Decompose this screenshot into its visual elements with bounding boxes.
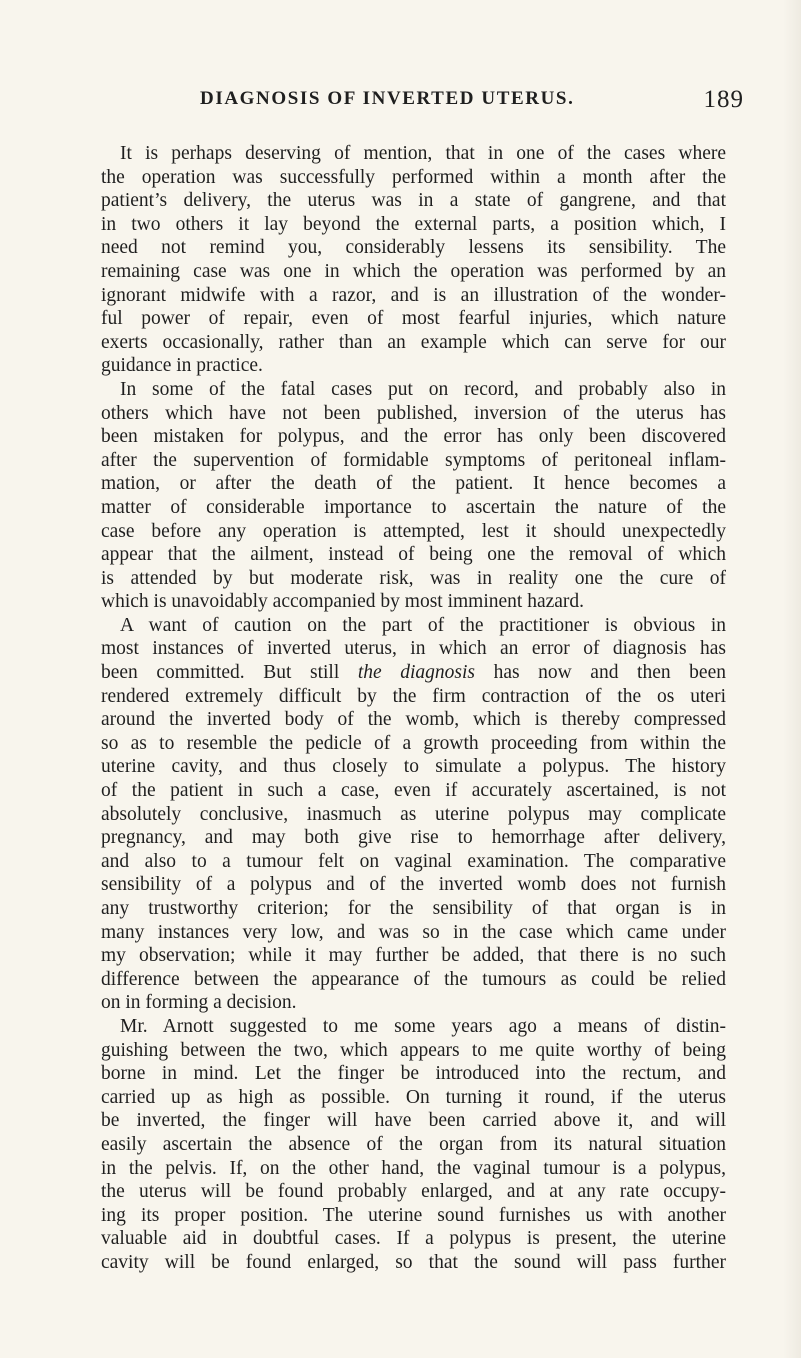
text-line: around the inverted body of the womb, which is thereby compressed [101,709,726,731]
text-line: pregnancy, and may both give rise to hemorrhage after delivery, [101,827,726,849]
text-line: sensibility of a polypus and of the inverted womb does not furnish [101,874,726,896]
page-edge-shadow [783,0,801,1358]
text-line: rendered extremely difficult by the firm contraction of the os uteri [101,685,726,707]
text-line: absolutely conclusive, inasmuch as uterine polypus may complicate [101,803,726,825]
text-line: need not remind you, considerably lessens its sensibility. The [101,237,726,259]
body-text [82,142,726,1275]
text-line: many instances very low, and was so in the case which came under [101,921,726,943]
text-line: after the supervention of formidable symptoms of peritoneal inflam- [101,449,726,471]
text-line: mation, or after the death of the patient. It hence becomes a [101,473,726,495]
text-line: guishing between the two, which appears to me quite worthy of being [101,1039,726,1061]
text-line: A want of caution on the part of the practitioner is obvious in [120,614,726,636]
text-line: others which have not been published, inversion of the uterus has [101,402,726,424]
text-line: In some of the fatal cases put on record, and probably also in [120,378,726,400]
text-line: my observation; while it may further be added, that there is no such [101,945,726,967]
text-line: It is perhaps deserving of mention, that in one of the cases where [120,143,726,164]
text-line: and also to a tumour felt on vaginal examination. The comparative [101,850,726,872]
text-line: uterine cavity, and thus closely to simulate a polypus. The history [101,756,726,778]
text-line: ful power of repair, even of most fearful injuries, which nature [101,308,726,330]
text-line: difference between the appearance of the tumours as could be relied [101,968,726,990]
text-line: been mistaken for polypus, and the error has only been discovered [101,426,726,448]
text-line: so as to resemble the pedicle of a growth proceeding from within the [101,732,726,754]
text-line: carried up as high as possible. On turning it round, if the uterus [101,1086,726,1108]
italic-emphasis: the diagnosis [357,662,475,684]
text-line: exerts occasionally, rather than an example which can serve for our [101,331,726,353]
text-line: remaining case was one in which the operation was performed by an [101,260,726,282]
text-line: ing its proper position. The uterine sound furnishes us with another [101,1204,726,1226]
text-line: most instances of inverted uterus, in which an error of diagnosis has [101,638,726,660]
text-line: guidance in practice. [101,355,263,377]
text-line: patient’s delivery, the uterus was in a state of gangrene, and that [101,190,726,212]
text-line: cavity will be found enlarged, so that the sound will pass further [101,1251,726,1273]
text-line: in two others it lay beyond the external parts, a position which, I [101,213,726,235]
text-line: easily ascertain the absence of the organ from its natural situation [101,1133,726,1155]
text-line: ignorant midwife with a razor, and is an illustration of the wonder- [101,284,726,306]
paragraph [82,1015,726,1275]
text-line: the operation was successfully performed within a month after the [101,166,726,188]
text-line: been committed. But still the diagnosis has now and then been [101,662,726,684]
text-line: the uterus will be found probably enlarged, and at any rate occupy- [101,1181,726,1203]
text-line: borne in mind. Let the finger be introduced into the rectum, and [101,1063,726,1085]
paragraph [82,378,726,614]
text-line: on in forming a decision. [101,992,297,1014]
text-line: case before any operation is attempted, lest it should unexpectedly [101,520,726,542]
running-title: DIAGNOSIS OF INVERTED UTERUS. [200,88,575,109]
paragraph [82,142,726,378]
text-line: be inverted, the finger will have been carried above it, and will [101,1110,726,1132]
text-line: appear that the ailment, instead of being one the removal of which [101,544,726,566]
text-line: any trustworthy criterion; for the sensibility of that organ is in [101,898,726,919]
text-line: is attended by but moderate risk, was in reality one the cure of [101,567,726,589]
text-line: of the patient in such a case, even if accurately ascertained, is not [101,780,726,802]
text-line: valuable aid in doubtful cases. If a polypus is present, the uterine [101,1228,726,1250]
page-number: 189 [703,86,744,113]
text-line: in the pelvis. If, on the other hand, the vaginal tumour is a polypus, [101,1157,726,1179]
text-line: which is unavoidably accompanied by most imminent hazard. [101,591,585,613]
paragraph [82,614,726,1015]
text-line: matter of considerable importance to ascertain the nature of the [101,496,726,518]
text-line: Mr. Arnott suggested to me some years ago a means of distin- [120,1015,726,1037]
